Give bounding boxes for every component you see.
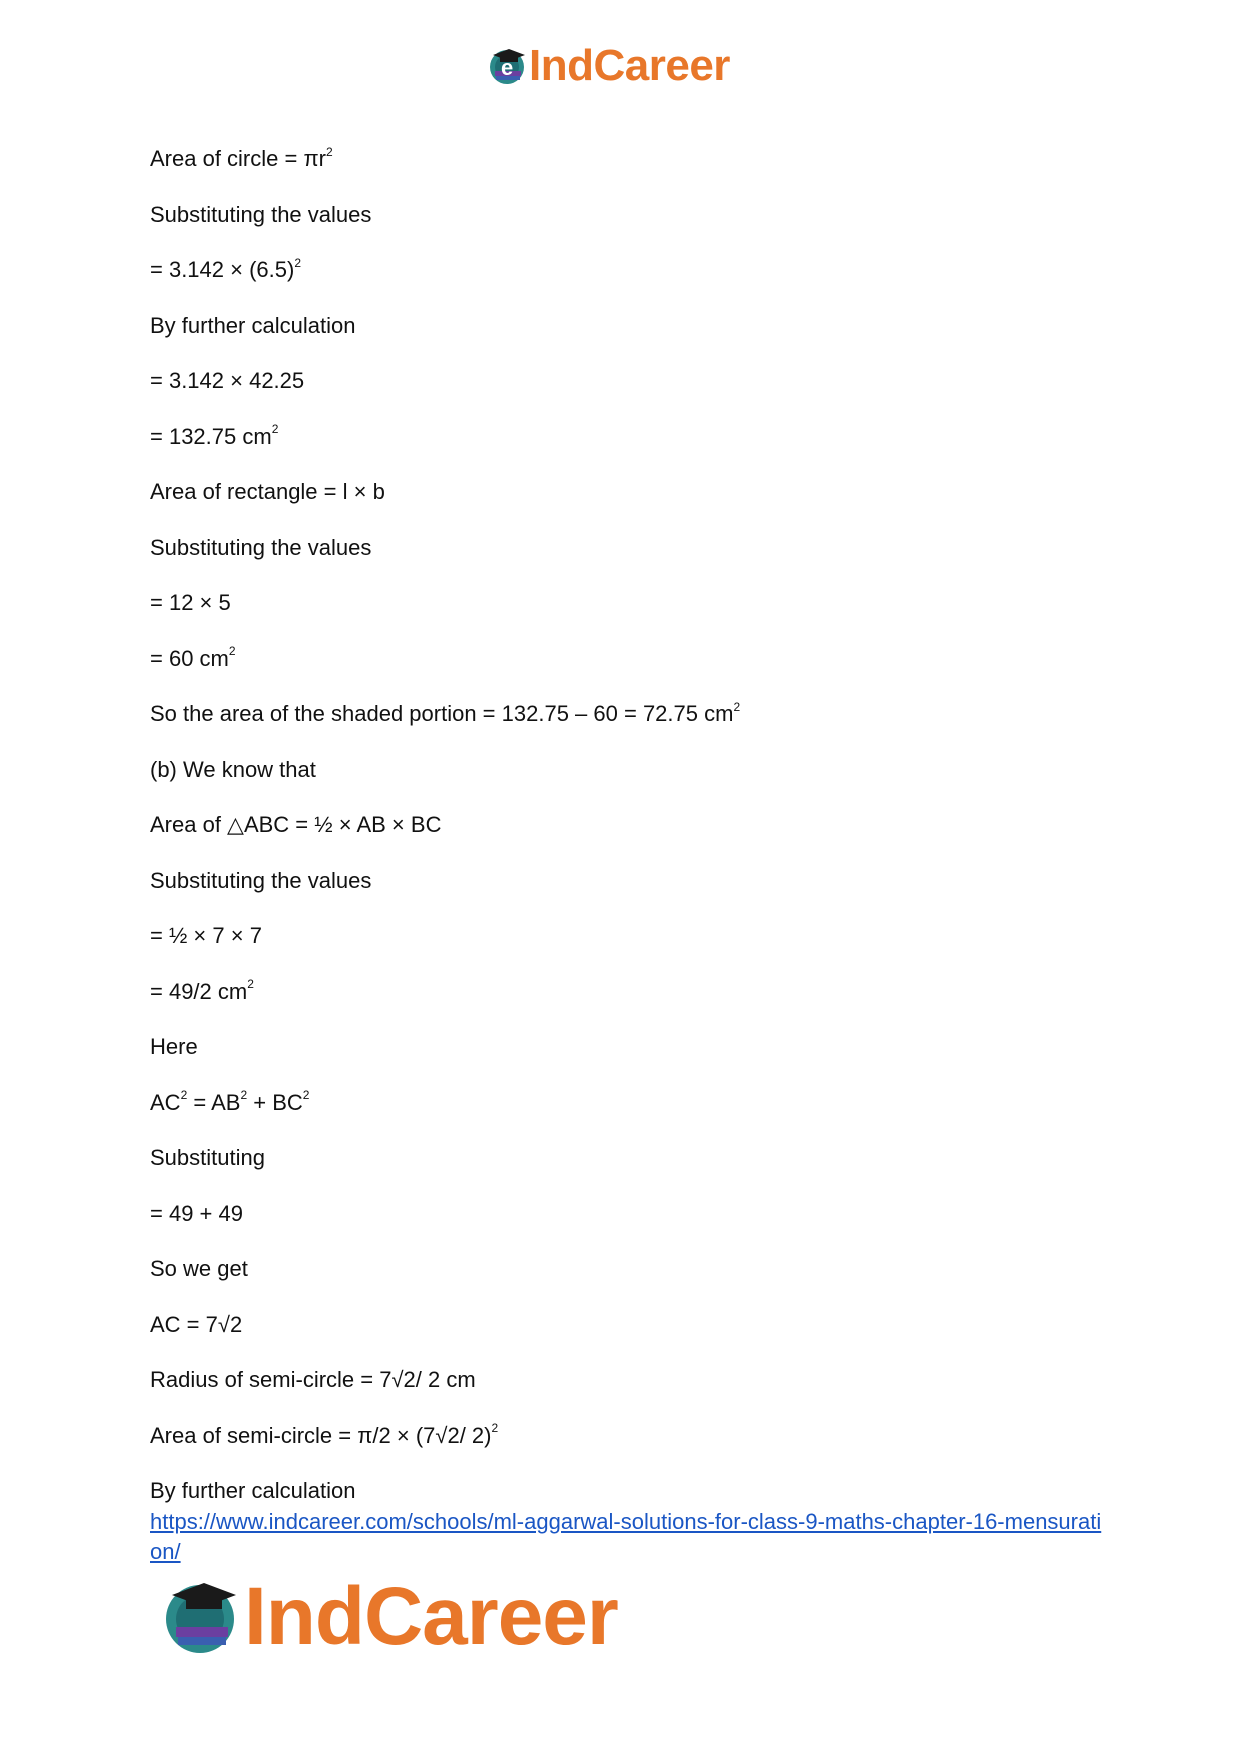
text-line: Area of semi-circle = π/2 × (7√2/ 2)$^2$ xyxy=(150,1421,499,1448)
text-line: Substituting the values xyxy=(150,201,372,227)
text-line: = 12 × 5 xyxy=(150,590,231,615)
text-line: (b) We know that xyxy=(150,756,316,782)
text-line: = 60 $cm^2$ xyxy=(150,644,236,671)
header-logo-text: IndCareer xyxy=(529,41,730,90)
text-line: AC = 7√2 xyxy=(150,1311,243,1337)
indcareer-logo-icon xyxy=(487,45,529,87)
text-line: Substituting the values xyxy=(150,867,372,893)
footer-logo-text: IndCareer xyxy=(244,1571,618,1662)
text-line: = 132.75 $cm^2$ xyxy=(150,422,279,449)
text-line: = 49/2 $cm^2$ xyxy=(150,977,254,1004)
text-line: So we get xyxy=(150,1256,248,1281)
text-line: So the area of the shaded portion = 132.75 – 60 = 72.75 $cm^2$ xyxy=(150,699,741,726)
source-link[interactable]: https://www.indcareer.com/schools/ml-aggarwal-solutions-for-class-9-maths-chapter-16-mensuration/ xyxy=(150,1509,1102,1564)
text-line: Radius of semi-circle = 7√2/ 2 cm xyxy=(150,1367,476,1392)
text-line: = ½ × 7 × 7 xyxy=(150,923,262,948)
text-line: = 49 + 49 xyxy=(150,1200,243,1226)
text-line: Substituting the values xyxy=(150,534,372,560)
indcareer-logo-icon xyxy=(160,1575,244,1659)
ac-equation-line: $AC^2 = AB^2 + BC^2$ xyxy=(150,1088,310,1115)
text-line: By further calculation xyxy=(150,1478,356,1503)
text-line: By further calculation xyxy=(150,312,356,338)
footer-logo xyxy=(160,1572,618,1662)
header-logo xyxy=(487,40,730,92)
text-line: Area of △ABC = ½ × AB × BC xyxy=(150,812,442,837)
document-body xyxy=(150,145,1110,1567)
text-line: Substituting xyxy=(150,1145,265,1170)
text-line: = $3.142 \times (6.5)^2$ xyxy=(150,255,302,282)
svg-text:e: e xyxy=(501,55,514,80)
text-line: Area of circle = $\pi r^2$ xyxy=(150,144,333,171)
text-line: Here xyxy=(150,1034,198,1059)
text-line: = 3.142 × 42.25 xyxy=(150,368,305,393)
text-line: Area of rectangle = l × b xyxy=(150,479,385,504)
